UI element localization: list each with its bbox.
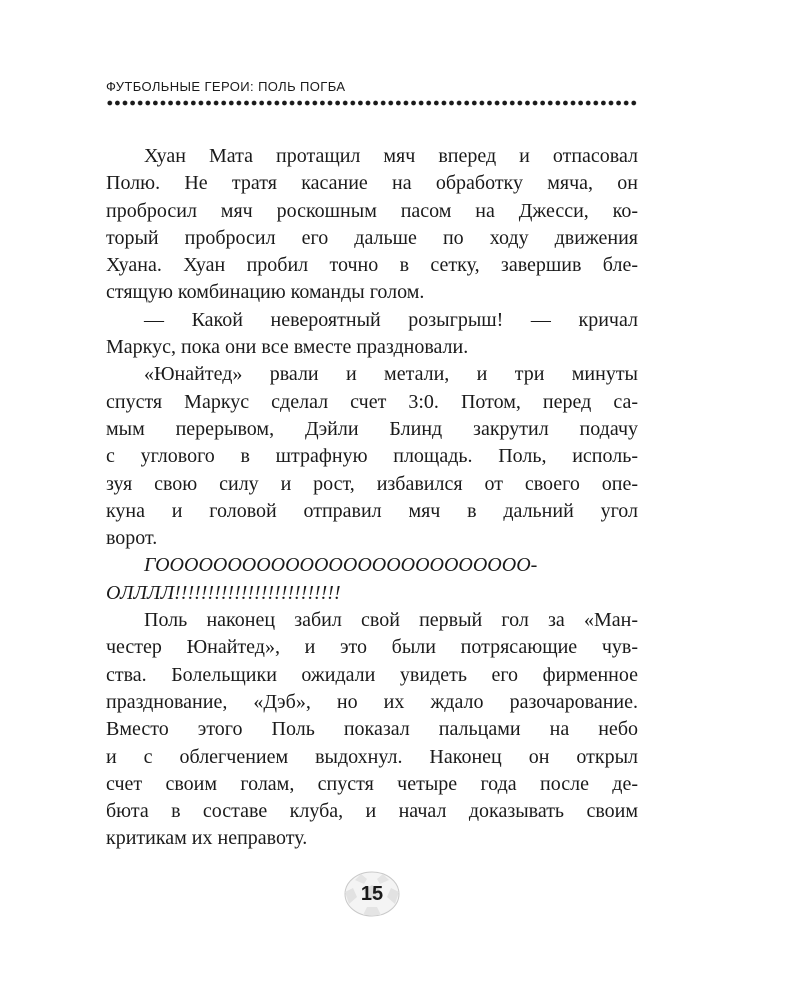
text-line: спустя Маркус сделал счет 3:0. Потом, перед са- — [106, 390, 638, 413]
text-line: с углового в штрафную площадь. Поль, исполь- — [106, 445, 638, 468]
text-line: бюта в составе клуба, и начал доказывать своим — [106, 800, 638, 823]
text-line: куна и головой отправил мяч в дальний угол — [106, 499, 638, 522]
text-line: стящую комбинацию команды голом. — [106, 281, 425, 304]
text-line: Маркус, пока они все вместе праздновали. — [106, 336, 469, 359]
page-number-badge — [343, 870, 401, 918]
text-line: ГОООООООООООООООООООООООООО- — [144, 554, 538, 577]
page-number: 15 — [360, 883, 384, 905]
text-line: зуя свою силу и рост, избавился от своего опе- — [106, 472, 638, 495]
text-line: ства. Болельщики ожидали увидеть его фирменное — [106, 663, 638, 686]
text-line: Полю. Не тратя касание на обработку мяча, он — [106, 172, 638, 195]
dotted-divider — [106, 100, 638, 106]
text-line: ОЛЛЛЛ!!!!!!!!!!!!!!!!!!!!!!!!! — [106, 581, 341, 604]
text-line: «Юнайтед» рвали и метали, и три минуты — [144, 363, 638, 386]
text-line: Хуан Мата протащил мяч вперед и отпасовал — [144, 145, 638, 167]
body-text — [106, 143, 638, 853]
running-header: ФУТБОЛЬНЫЕ ГЕРОИ: ПОЛЬ ПОГБА — [106, 79, 346, 94]
text-line: пробросил мяч роскошным пасом на Джесси, ко- — [106, 199, 638, 222]
text-line: торый пробросил его дальше по ходу движения — [106, 226, 638, 249]
text-line: Хуана. Хуан пробил точно в сетку, завершив бле- — [106, 254, 638, 277]
text-line: критикам их неправоту. — [106, 827, 308, 850]
text-line: и с облегчением выдохнул. Наконец он открыл — [106, 745, 638, 768]
text-line: Поль наконец забил свой первый гол за «Ман- — [144, 609, 638, 632]
text-line: мым перерывом, Дэйли Блинд закрутил подачу — [106, 417, 638, 440]
text-line: честер Юнайтед», и это были потрясающие чув- — [106, 636, 638, 659]
text-line: — Какой невероятный розыгрыш! — кричал — [144, 308, 638, 331]
text-line: Вместо этого Поль показал пальцами на небо — [106, 718, 638, 741]
text-line: счет своим голам, спустя четыре года после де- — [106, 772, 638, 795]
text-line: празднование, «Дэб», но их ждало разочарование. — [106, 690, 638, 713]
text-line: ворот. — [106, 527, 158, 550]
